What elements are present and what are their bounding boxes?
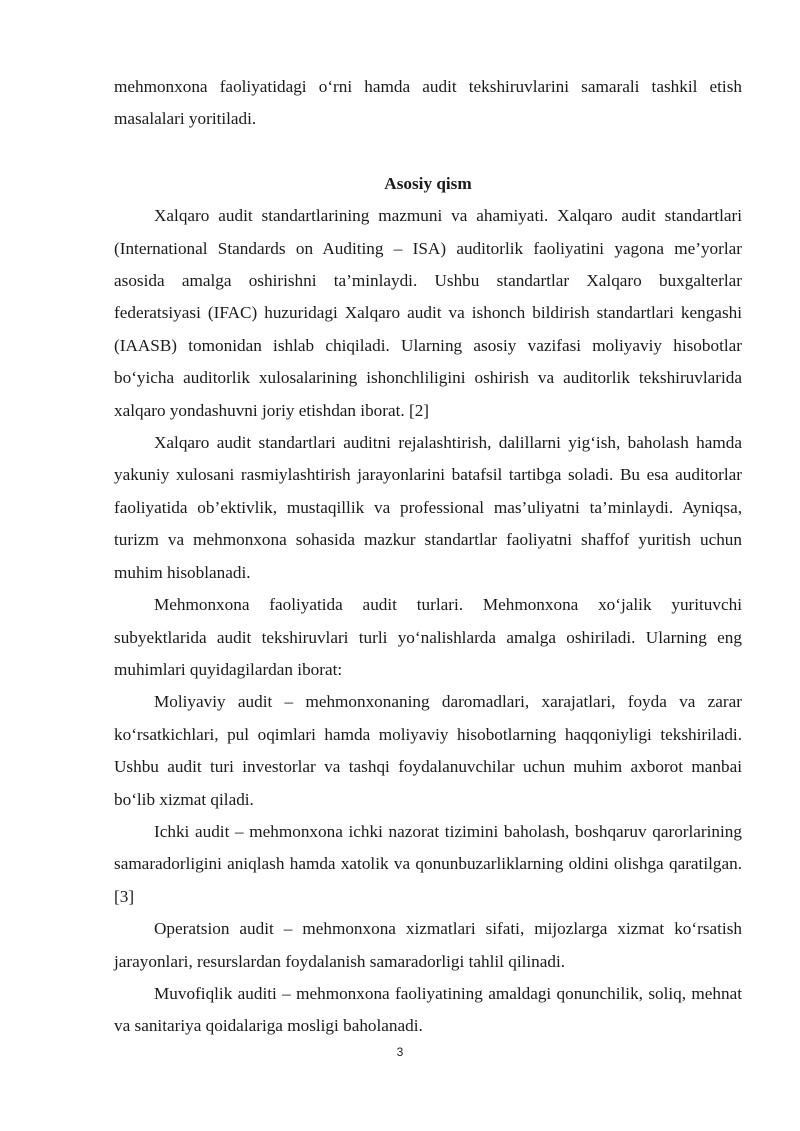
section-heading: Asosiy qism <box>384 173 472 193</box>
intro-paragraph: mehmonxona faoliyatidagi o‘rni hamda audit tekshiruvlarini samarali tashkil etish masalalari yoritiladi. <box>114 77 742 129</box>
paragraph-isa-regulation: Xalqaro audit standartlari auditni rejalashtirish, dalillarni yig‘ish, baholash hamda yakuniy xulosani rasmiylashtirish jarayonlarini batafsil tartibga soladi. Bu esa auditorlar faoliyatida ob’ektivlik, mustaqillik va professional mas’uliyatni ta’minlaydi. Ayniqsa, turizm va mehmonxona sohasida mazkur standartlar faoliyatni shaffof yuritish uchun muhim hisoblanadi. <box>114 433 742 582</box>
document-page <box>114 71 742 1043</box>
paragraph-internal-audit: Ichki audit – mehmonxona ichki nazorat tizimini baholash, boshqaruv qarorlarining samaradorligini aniqlash hamda xatolik va qonunbuzarliklarning oldini olishga qaratilgan. [3] <box>114 821 742 906</box>
paragraph-compliance-audit: Muvofiqlik auditi – mehmonxona faoliyatining amaldagi qonunchilik, soliq, mehnat va sanitariya qoidalariga mosligi baholanadi. <box>114 983 742 1036</box>
paragraph-audit-types: Mehmonxona faoliyatida audit turlari. Mehmonxona xo‘jalik yurituvchi subyektlarida audit tekshiruvlari turli yo‘nalishlarda amalga oshiriladi. Ularning eng muhimlari quyidagilardan iborat: <box>114 595 742 679</box>
page-number: 3 <box>396 1045 404 1059</box>
paragraph-financial-audit: Moliyaviy audit – mehmonxonaning daromadlari, xarajatlari, foyda va zarar ko‘rsatkichlari, pul oqimlari hamda moliyaviy hisobotlarning haqqoniyligi tekshiriladi. Ushbu audit turi investorlar va tashqi foydalanuvchilar uchun muhim axborot manbai bo‘lib xizmat qiladi. <box>114 692 742 809</box>
paragraph-isa-standards: Xalqaro audit standartlarining mazmuni va ahamiyati. Xalqaro audit standartlari (International Standards on Auditing – ISA) auditorlik faoliyatini yagona me’yorlar asosida amalga oshirishni ta’minlaydi. Ushbu standartlar Xalqaro buxgalterlar federatsiyasi (IFAC) huzuridagi Xalqaro audit va ishonch bildirish standartlari kengashi (IAASB) tomonidan ishlab chiqiladi. Ularning asosiy vazifasi moliyaviy hisobotlar bo‘yicha auditorlik xulosalarining ishonchliligini oshirish va auditorlik tekshiruvlarida xalqaro yondashuvni joriy etishdan iborat. [2] <box>114 206 742 420</box>
paragraph-operational-audit: Operatsion audit – mehmonxona xizmatlari sifati, mijozlarga xizmat ko‘rsatish jarayonlari, resurslardan foydalanish samaradorligi tahlil qilinadi. <box>114 919 742 971</box>
